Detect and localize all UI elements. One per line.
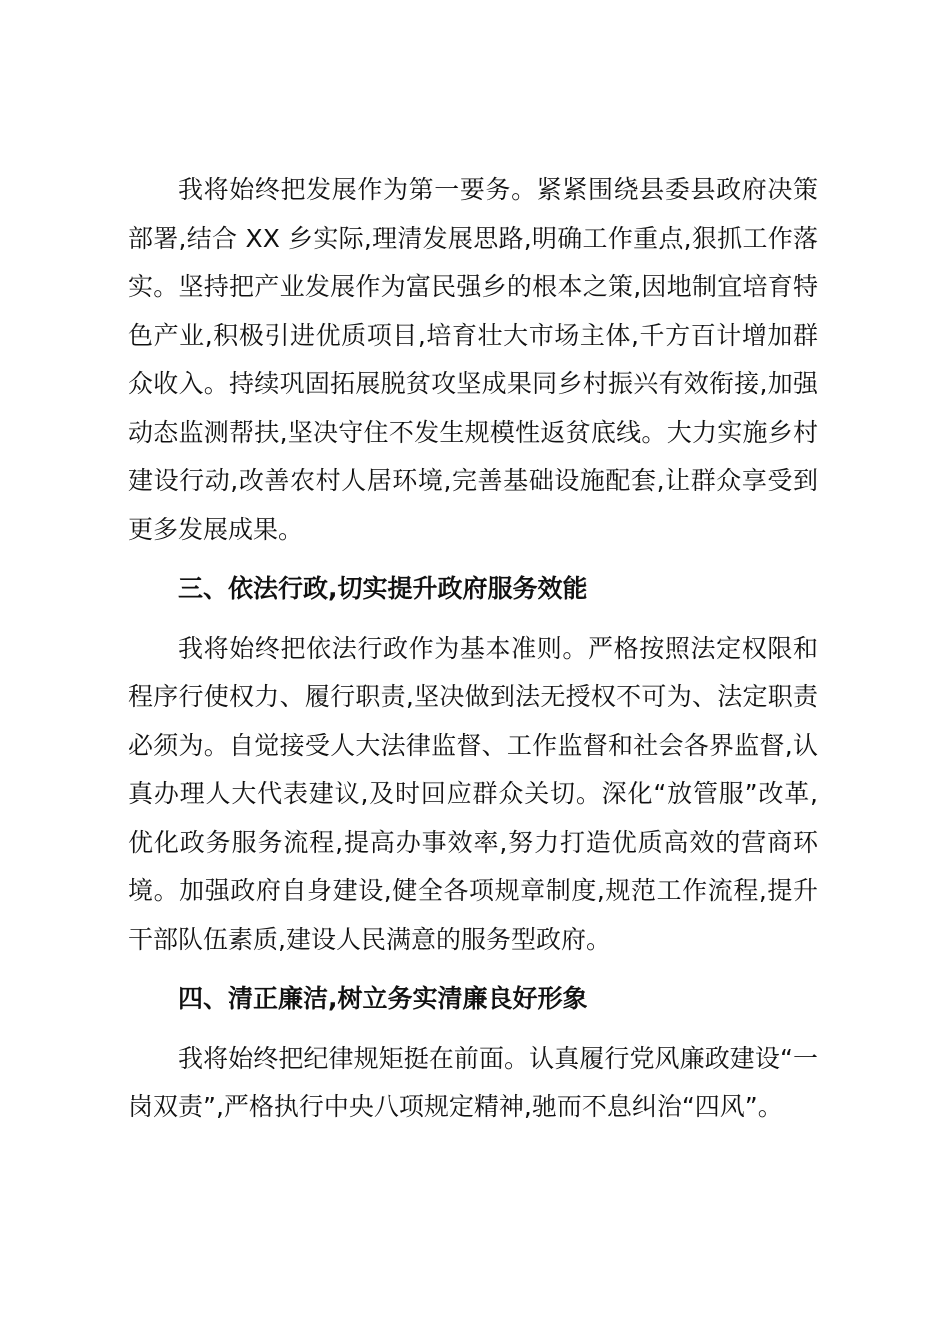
section-heading-3: 三、依法行政,切实提升政府服务效能	[178, 574, 588, 603]
paragraph-development: 我将始终把发展作为第一要务。紧紧围绕县委县政府决策部署,结合 XX 乡实际,理清发展思路,明确工作重点,狠抓工作落实。坚持把产业发展作为富民强乡的根本之策,因地制宜培育特色产业,积极引进优质项目,培育壮大市场主体,千方百计增加群众收入。持续巩固拓展脱贫攻坚成果同乡村振兴有效衔接,加强动态监测帮扶,坚决守住不发生规模性返贫底线。大力实施乡村建设行动,改善农村人居环境,完善基础设施配套,让群众享受到更多发展成果。	[128, 175, 818, 544]
section-heading-4: 四、清正廉洁,树立务实清廉良好形象	[178, 984, 588, 1013]
paragraph-rule-of-law: 我将始终把依法行政作为基本准则。严格按照法定权限和程序行使权力、履行职责,坚决做到法无授权不可为、法定职责必须为。自觉接受人大法律监督、工作监督和社会各界监督,认真办理人大代表建议,及时回应群众关切。深化“放管服”改革,优化政务服务流程,提高办事效率,努力打造优质高效的营商环境。加强政府自身建设,健全各项规章制度,规范工作流程,提升干部队伍素质,建设人民满意的服务型政府。	[128, 633, 818, 954]
paragraph-integrity: 我将始终把纪律规矩挺在前面。认真履行党风廉政建设“一岗双责”,严格执行中央八项规定精神,驰而不息纠治“四风”。	[128, 1043, 818, 1121]
document-page	[128, 166, 818, 1143]
